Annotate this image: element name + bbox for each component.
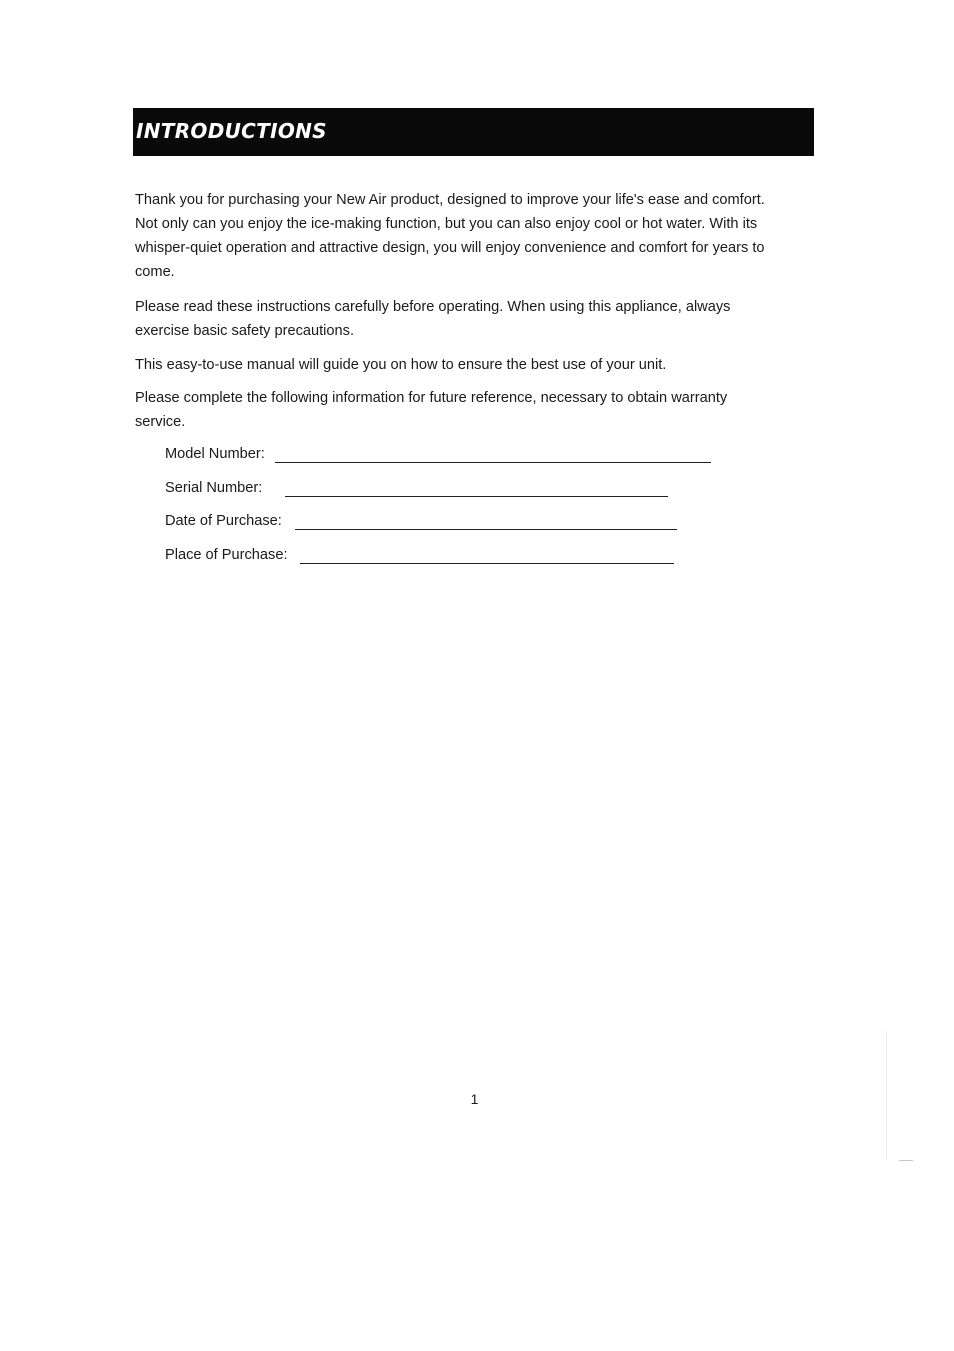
instructions-paragraph: Please read these instructions carefully before operating. When using this appliance, always exercise basic safety precautions. <box>135 299 731 339</box>
place-of-purchase-blank-line <box>300 563 674 564</box>
date-of-purchase-field <box>165 511 282 533</box>
scan-artifact-dash <box>899 1160 913 1161</box>
model-number-blank-line <box>275 462 711 463</box>
page-number: 1 <box>470 1091 479 1107</box>
serial-number-blank-line <box>285 496 668 497</box>
place-of-purchase-label: Place of Purchase: <box>165 547 288 563</box>
manual-paragraph: This easy-to-use manual will guide you on how to ensure the best use of your unit. <box>135 357 667 373</box>
warranty-paragraph: Please complete the following information for future reference, necessary to obtain warranty service. <box>135 390 728 430</box>
serial-number-field <box>165 478 262 500</box>
date-of-purchase-label: Date of Purchase: <box>165 513 282 529</box>
scan-artifact-line <box>886 1030 887 1160</box>
model-number-field <box>165 444 265 466</box>
section-header-bar <box>133 108 814 156</box>
date-of-purchase-blank-line <box>295 529 677 530</box>
model-number-label: Model Number: <box>165 446 265 462</box>
intro-paragraph: Thank you for purchasing your New Air product, designed to improve your life's ease and comfort. Not only can you enjoy the ice-making function, but you can also enjoy cool or hot water. With its whisper-quiet operation and attractive design, you will enjoy convenience and comfort for years to come. <box>135 192 765 280</box>
place-of-purchase-field <box>165 545 288 567</box>
serial-number-label: Serial Number: <box>165 480 263 496</box>
section-title: INTRODUCTIONS <box>136 119 327 143</box>
